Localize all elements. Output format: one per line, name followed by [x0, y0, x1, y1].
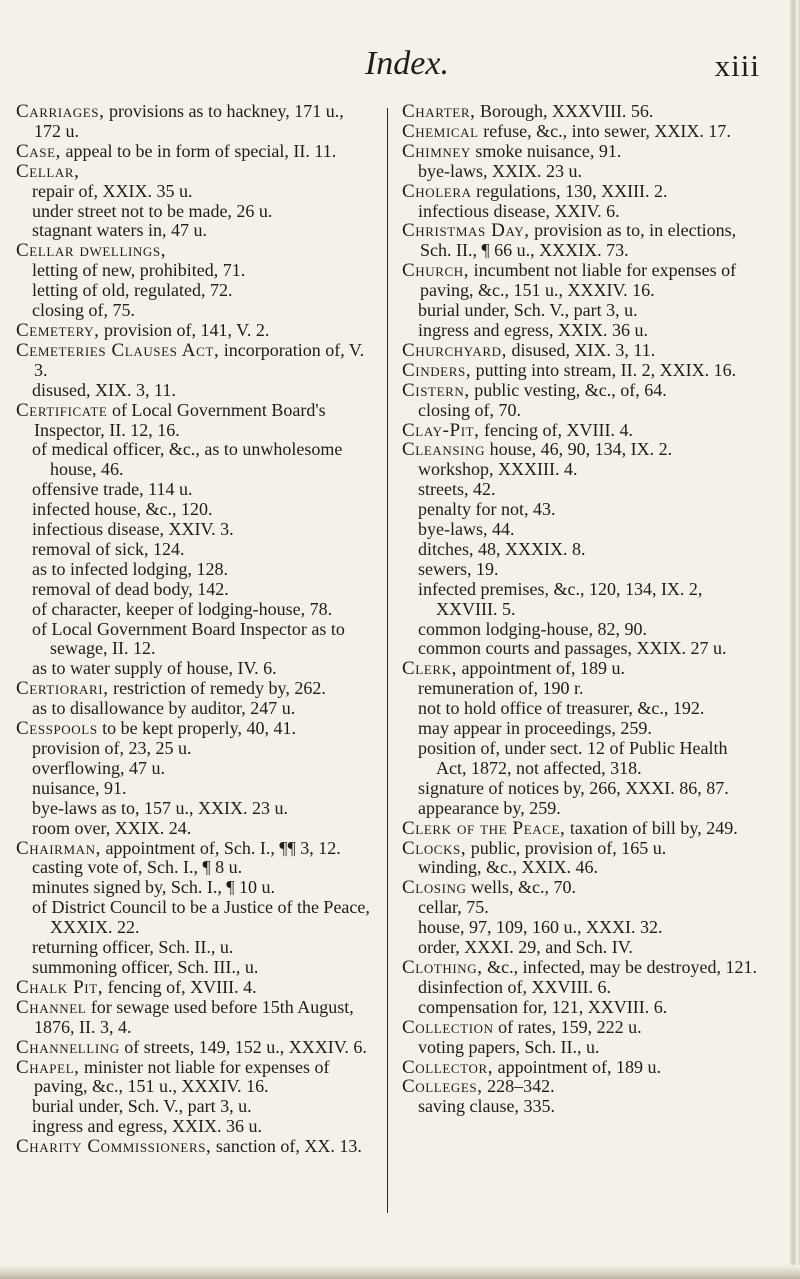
entry-text: provision of, 141, V. 2.	[99, 319, 270, 340]
entry-text: appointment of, 189 u.	[493, 1056, 662, 1077]
entry-heading: Clocks,	[402, 837, 467, 859]
entry-heading: Cellar dwellings,	[16, 240, 167, 262]
subentry-text: provision of, 23, 25 u.	[32, 738, 192, 758]
index-entry	[402, 361, 758, 381]
index-entry	[402, 440, 758, 460]
index-subentry	[402, 162, 758, 182]
subentry-text: of medical officer, &c., as to unwholesome house, 46.	[32, 439, 343, 480]
subentry-text: sewers, 19.	[418, 558, 499, 579]
entry-text: fencing of, XVIII. 4.	[103, 976, 257, 997]
index-subentry	[16, 1117, 372, 1137]
index-entry	[16, 321, 372, 341]
subentry-text: letting of new, prohibited, 71.	[32, 260, 246, 281]
index-subentry	[16, 560, 372, 580]
subentry-text: not to hold office of treasurer, &c., 192.	[418, 698, 705, 719]
subentry-text: letting of old, regulated, 72.	[32, 280, 233, 301]
entry-text: 228–342.	[482, 1076, 555, 1097]
index-subentry	[402, 1097, 758, 1117]
entry-heading: Church,	[402, 260, 470, 282]
index-subentry	[402, 401, 758, 421]
entry-heading: Chairman,	[16, 837, 101, 859]
subentry-text: repair of, XXIX. 35 u.	[32, 180, 193, 201]
index-subentry	[16, 958, 372, 978]
entry-heading: Chalk Pit,	[16, 976, 104, 998]
column-divider	[387, 108, 388, 1213]
subentry-text: bye-laws, 44.	[418, 519, 515, 540]
index-subentry	[16, 659, 372, 679]
subentry-text: offensive trade, 114 u.	[32, 479, 193, 500]
entry-heading: Cholera	[402, 180, 472, 202]
subentry-text: of Local Government Board Inspector as to sewage, II. 12.	[32, 618, 345, 659]
entry-text: wells, &c., 70.	[466, 877, 577, 898]
index-subentry	[16, 600, 372, 620]
entry-heading: Closing	[402, 877, 467, 899]
entry-heading: Certificate	[16, 399, 108, 421]
index-subentry	[16, 440, 372, 480]
subentry-text: infectious disease, XXIV. 6.	[418, 200, 620, 221]
subentry-text: order, XXXI. 29, and Sch. IV.	[418, 937, 633, 958]
index-subentry	[402, 620, 758, 640]
entry-text: disused, XIX. 3, 11.	[506, 339, 656, 360]
index-entry	[16, 142, 372, 162]
subentry-text: bye-laws as to, 157 u., XXIX. 23 u.	[32, 797, 288, 818]
index-subentry	[402, 321, 758, 341]
subentry-text: position of, under sect. 12 of Public Health Act, 1872, not affected, 318.	[418, 738, 728, 778]
subentry-text: as to disallowance by auditor, 247 u.	[32, 698, 296, 719]
entry-heading: Churchyard,	[402, 339, 507, 361]
index-entry	[402, 659, 758, 679]
index-subentry	[16, 1097, 372, 1117]
entry-heading: Clerk of the Peace,	[402, 817, 566, 839]
index-entry	[16, 162, 372, 182]
subentry-text: casting vote of, Sch. I., ¶ 8 u.	[32, 857, 243, 878]
running-title: Index.	[364, 45, 449, 82]
subentry-text: voting papers, Sch. II., u.	[418, 1036, 600, 1057]
index-subentry	[16, 480, 372, 500]
index-entry	[402, 421, 758, 441]
entry-heading: Christmas Day,	[402, 220, 530, 242]
index-entry	[16, 839, 372, 859]
index-subentry	[16, 620, 372, 660]
index-subentry	[402, 779, 758, 799]
entry-text: incumbent not liable for expenses of paving, &c., 151 u., XXXIV. 16.	[420, 260, 737, 301]
index-subentry	[402, 301, 758, 321]
index-subentry	[402, 580, 758, 620]
subentry-text: ingress and egress, XXIX. 36 u.	[32, 1116, 262, 1137]
entry-text: restriction of remedy by, 262.	[108, 678, 326, 699]
entry-heading: Clay-Pit,	[402, 419, 480, 441]
index-subentry	[16, 858, 372, 878]
subentry-text: appearance by, 259.	[418, 797, 561, 818]
subentry-text: remuneration of, 190 r.	[418, 678, 584, 699]
page-number: xiii	[714, 48, 760, 83]
entry-text: to be kept properly, 40, 41.	[97, 718, 296, 739]
index-subentry	[402, 739, 758, 779]
entry-heading: Chapel,	[16, 1056, 80, 1078]
entry-text: fencing of, XVIII. 4.	[479, 419, 633, 440]
subentry-text: closing of, 75.	[32, 300, 135, 321]
entry-heading: Charter,	[402, 101, 476, 122]
index-entry	[402, 381, 758, 401]
index-entry	[402, 878, 758, 898]
subentry-text: cellar, 75.	[418, 897, 489, 918]
index-subentry	[402, 918, 758, 938]
index-subentry	[402, 560, 758, 580]
index-entry	[16, 998, 372, 1038]
index-subentry	[402, 858, 758, 878]
subentry-text: common courts and passages, XXIX. 27 u.	[418, 638, 727, 659]
subentry-text: infected house, &c., 120.	[32, 499, 213, 520]
index-subentry	[16, 500, 372, 520]
entry-heading: Chemical	[402, 120, 479, 142]
entry-heading: Certiorari,	[16, 678, 109, 700]
index-subentry	[402, 898, 758, 918]
index-subentry	[16, 739, 372, 759]
entry-text: incorporation of, V. 3.	[34, 339, 365, 380]
entry-text: of Local Government Board's Inspector, II. 12, 16.	[34, 399, 326, 440]
index-subentry	[16, 819, 372, 839]
entry-heading: Chimney	[402, 140, 471, 162]
entry-heading: Channel	[16, 996, 87, 1018]
index-subentry	[402, 938, 758, 958]
index-entry	[402, 142, 758, 162]
index-subentry	[16, 759, 372, 779]
entry-text: of rates, 159, 222 u.	[493, 1016, 642, 1037]
index-entry	[402, 341, 758, 361]
index-subentry	[16, 898, 372, 938]
subentry-text: common lodging-house, 82, 90.	[418, 618, 647, 639]
index-subentry	[402, 639, 758, 659]
subentry-text: under street not to be made, 26 u.	[32, 200, 273, 221]
subentry-text: minutes signed by, Sch. I., ¶ 10 u.	[32, 877, 275, 898]
subentry-text: signature of notices by, 266, XXXI. 86, 87.	[418, 777, 729, 798]
entry-heading: Cleansing	[402, 439, 486, 461]
index-subentry	[402, 679, 758, 699]
entry-text: refuse, &c., into sewer, XXIX. 17.	[478, 120, 731, 141]
index-entry	[402, 1058, 758, 1078]
subentry-text: ditches, 48, XXXIX. 8.	[418, 538, 586, 559]
index-entry	[16, 719, 372, 739]
index-subentry	[16, 520, 372, 540]
subentry-text: overflowing, 47 u.	[32, 757, 165, 778]
index-entry	[16, 341, 372, 381]
index-subentry	[16, 799, 372, 819]
subentry-text: infectious disease, XXIV. 3.	[32, 519, 234, 540]
entry-text: putting into stream, II. 2, XXIX. 16.	[471, 359, 737, 380]
index-subentry	[16, 301, 372, 321]
subentry-text: as to infected lodging, 128.	[32, 558, 228, 579]
index-subentry	[402, 480, 758, 500]
index-subentry	[402, 978, 758, 998]
subentry-text: summoning officer, Sch. III., u.	[32, 956, 259, 977]
entry-text: provision as to, in elections, Sch. II., ¶ 66 u., XXXIX. 73.	[420, 220, 737, 261]
entry-text: appointment of, 189 u.	[456, 658, 625, 679]
entry-text: public, provision of, 165 u.	[466, 837, 667, 858]
index-entry	[16, 241, 372, 261]
entry-text: regulations, 130, XXIII. 2.	[471, 180, 668, 201]
subentry-text: saving clause, 335.	[418, 1096, 555, 1117]
page-header	[0, 40, 790, 88]
subentry-text: bye-laws, XXIX. 23 u.	[418, 160, 582, 181]
subentry-text: compensation for, 121, XXVIII. 6.	[418, 996, 668, 1017]
subentry-text: burial under, Sch. V., part 3, u.	[418, 300, 638, 321]
subentry-text: removal of dead body, 142.	[32, 578, 229, 599]
entry-heading: Cistern,	[402, 379, 470, 401]
entry-heading: Cesspools	[16, 718, 98, 740]
index-subentry	[16, 938, 372, 958]
index-subentry	[402, 460, 758, 480]
index-subentry	[16, 202, 372, 222]
entry-text: of streets, 149, 152 u., XXXIV. 6.	[119, 1036, 367, 1057]
entry-heading: Clerk,	[402, 658, 457, 680]
page-edge	[790, 0, 800, 1279]
entry-text: house, 46, 90, 134, IX. 2.	[485, 439, 673, 460]
subentry-text: disused, XIX. 3, 11.	[32, 379, 176, 400]
entry-heading: Cemeteries Clauses Act,	[16, 339, 220, 361]
index-subentry	[402, 799, 758, 819]
entry-heading: Channelling	[16, 1036, 120, 1058]
index-subentry	[402, 520, 758, 540]
index-subentry	[402, 500, 758, 520]
subentry-text: infected premises, &c., 120, 134, IX. 2, XXVIII. 5.	[418, 578, 703, 619]
subentry-text: room over, XXIX. 24.	[32, 817, 192, 838]
index-subentry	[402, 202, 758, 222]
index-subentry	[402, 699, 758, 719]
index-entry	[402, 122, 758, 142]
index-entry	[402, 221, 758, 261]
subentry-text: penalty for not, 43.	[418, 499, 556, 520]
entry-heading: Collection	[402, 1016, 494, 1038]
subentry-text: of character, keeper of lodging-house, 78.	[32, 598, 333, 619]
subentry-text: nuisance, 91.	[32, 777, 127, 798]
subentry-text: removal of sick, 124.	[32, 538, 185, 559]
index-entry	[16, 401, 372, 441]
index-subentry	[402, 719, 758, 739]
index-entry	[16, 1058, 372, 1098]
subentry-text: ingress and egress, XXIX. 36 u.	[418, 319, 648, 340]
index-entry	[402, 261, 758, 301]
subentry-text: of District Council to be a Justice of the Peace, XXXIX. 22.	[32, 897, 370, 938]
entry-text: taxation of bill by, 249.	[565, 817, 738, 838]
index-entry	[16, 102, 372, 142]
subentry-text: house, 97, 109, 160 u., XXXI. 32.	[418, 917, 663, 938]
entry-heading: Charity Commissioners,	[16, 1136, 212, 1158]
index-entry	[402, 182, 758, 202]
index-entry	[402, 102, 758, 122]
index-subentry	[16, 699, 372, 719]
index-entry	[402, 958, 758, 978]
subentry-text: may appear in proceedings, 259.	[418, 718, 652, 739]
index-subentry	[402, 540, 758, 560]
entry-heading: Cellar,	[16, 160, 80, 182]
entry-text: minister not liable for expenses of paving, &c., 151 u., XXXIV. 16.	[34, 1056, 330, 1097]
bottom-edge	[0, 1265, 800, 1279]
index-entry	[16, 978, 372, 998]
entry-text: for sewage used before 15th August, 1876, II. 3, 4.	[34, 996, 354, 1037]
subentry-text: streets, 42.	[418, 479, 496, 500]
subentry-text: burial under, Sch. V., part 3, u.	[32, 1096, 252, 1117]
index-entry	[402, 1018, 758, 1038]
index-subentry	[16, 221, 372, 241]
entry-heading: Carriages,	[16, 101, 105, 122]
entry-text: sanction of, XX. 13.	[211, 1136, 362, 1157]
index-subentry	[16, 261, 372, 281]
index-entry	[16, 1038, 372, 1058]
entry-text: smoke nuisance, 91.	[470, 140, 622, 161]
subentry-text: disinfection of, XXVIII. 6.	[418, 976, 611, 997]
entry-heading: Cemetery,	[16, 319, 100, 341]
entry-heading: Case,	[16, 140, 61, 162]
subentry-text: returning officer, Sch. II., u.	[32, 937, 234, 958]
subentry-text: closing of, 70.	[418, 399, 521, 420]
subentry-text: stagnant waters in, 47 u.	[32, 220, 207, 241]
index-subentry	[402, 998, 758, 1018]
index-column-left	[16, 102, 372, 1157]
index-entry	[402, 819, 758, 839]
index-subentry	[16, 878, 372, 898]
index-entry	[16, 1137, 372, 1157]
index-subentry	[16, 281, 372, 301]
entry-text: &c., infected, may be destroyed, 121.	[482, 956, 758, 977]
subentry-text: winding, &c., XXIX. 46.	[418, 857, 598, 878]
index-subentry	[16, 381, 372, 401]
index-subentry	[16, 580, 372, 600]
index-column-right	[402, 102, 758, 1117]
entry-text: public vesting, &c., of, 64.	[469, 379, 667, 400]
index-entry	[402, 1077, 758, 1097]
index-subentry	[402, 1038, 758, 1058]
index-subentry	[16, 182, 372, 202]
entry-heading: Cinders,	[402, 359, 472, 381]
entry-text: provisions as to hackney, 171 u., 172 u.	[34, 101, 344, 141]
entry-heading: Collector,	[402, 1056, 494, 1078]
subentry-text: workshop, XXXIII. 4.	[418, 459, 578, 480]
entry-text: appeal to be in form of special, II. 11.	[60, 140, 337, 161]
index-entry	[402, 839, 758, 859]
entry-text: Borough, XXXVIII. 56.	[475, 101, 654, 121]
index-subentry	[16, 779, 372, 799]
index-subentry	[16, 540, 372, 560]
subentry-text: as to water supply of house, IV. 6.	[32, 658, 277, 679]
entry-heading: Clothing,	[402, 956, 483, 978]
entry-text: appointment of, Sch. I., ¶¶ 3, 12.	[100, 837, 341, 858]
index-entry	[16, 679, 372, 699]
entry-heading: Colleges,	[402, 1076, 483, 1098]
